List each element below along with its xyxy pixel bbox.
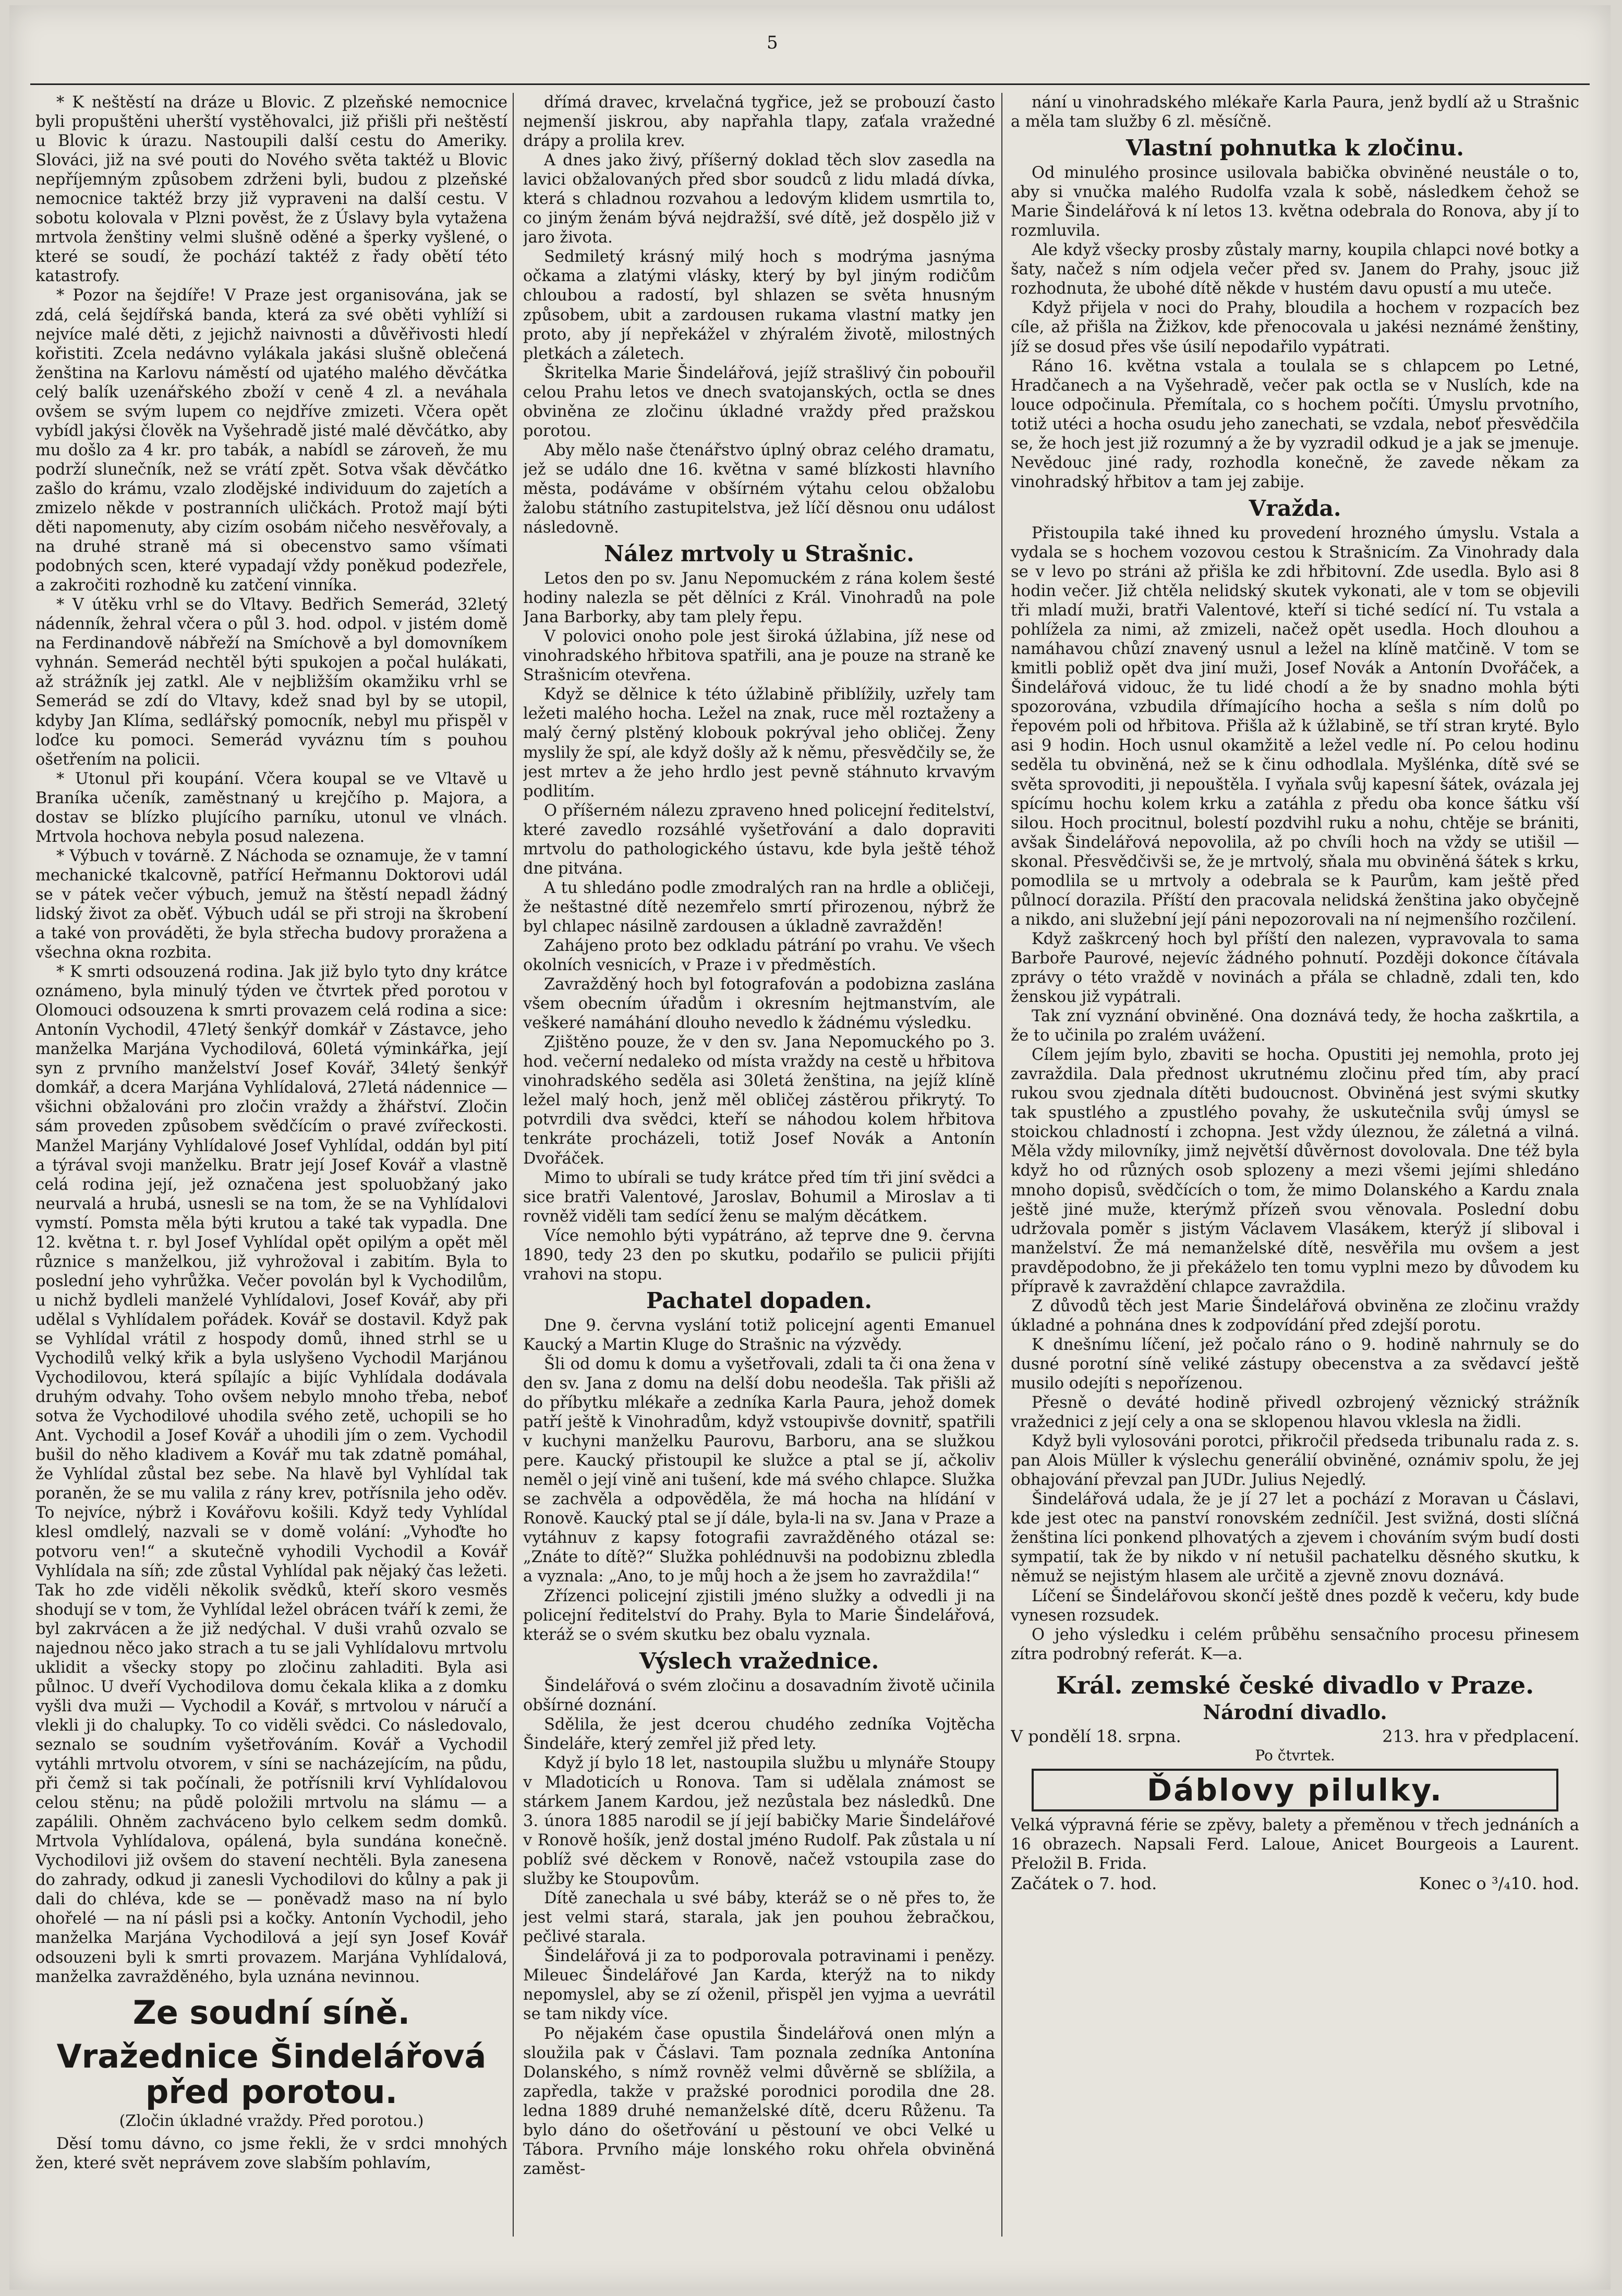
end-time: Konec o ³/₄10. hod. bbox=[1419, 1874, 1579, 1894]
article-paragraph: Přesně o deváté hodině přivedl ozbrojený věznický strážník vražednici z její cely a ona se sklopenou hlavou vklesla na židli. bbox=[1011, 1394, 1579, 1432]
theatre-date: V pondělí 18. srpna. bbox=[1011, 1726, 1181, 1746]
top-rule bbox=[30, 83, 1590, 85]
article-paragraph: * V útěku vrhl se do Vltavy. Bedřich Semerád, 32letý nádenník, žehral včera o půl 3. hod. odpol. v jistém domě na Ferdinandově nábřeží na Smíchově a byl domovníkem vyhnán. Semerád nechtěl býti spukojen a počal hulákati, až strážník jej zatkl. Ale v nejbližším okamžiku vrhl se Semerád se zdí do Vltavy, kdež snad byl by se utopil, kdyby Jan Klíma, sedlářský pomocník, nebyl mu přispěl v loďce ku pomoci. Semerád vyváznu tím s pouhou ošetřením na policii. bbox=[35, 596, 507, 769]
article-paragraph: Líčení se Šindelářovou skončí ještě dnes pozdě k večeru, kdy bude vynesen rozsudek. bbox=[1011, 1587, 1579, 1625]
article-paragraph: Šindelářová udala, že je jí 27 let a pochází z Moravan u Čáslavi, kde jest otec na panství ronovském zedníčil. Jest svižná, dosti slíčná ženština líci ponkend plhovatých a zjevem i chováním svým budí dosti sympatií, tak že by nikdo v ní netušil pachatelku děsného skutku, k němuž se nejistým hlasem ale určitě a zjevně znovu doznává. bbox=[1011, 1490, 1579, 1586]
section-heading: Nález mrtvoly u Strašnic. bbox=[604, 541, 914, 567]
article-paragraph: O jeho výsledku i celém průběhu sensačního procesu přinesem zítra podrobný referát. K—a. bbox=[1011, 1625, 1579, 1663]
article-paragraph: Když zaškrcený hoch byl příští den nalezen, vypravovala to sama Barboře Paurové, nejevíc žádného pohnutí. Později dokonce čítávala zprávy o této vraždě v novinách a přála se chladně, zdali ten, kdo ženskou již vypátrali. bbox=[1011, 929, 1579, 1007]
article-paragraph: Sedmiletý krásný milý hoch s modrýma jasnýma očkama a zlatými vlásky, který by byl jiným rodičům chloubou a radostí, byl shlazen se světa hnusným způsobem, ubit a zardousen rukama vlastní matky jen proto, aby jí nepřekážel v zhýralém životě, milostných pletkách a záletech. bbox=[523, 248, 995, 363]
page-number: 5 bbox=[767, 32, 778, 53]
column-divider bbox=[1001, 93, 1002, 2237]
article-paragraph: Šindelářová ji za to podporovala potravinami i penězy. Mileuec Šindelářové Jan Karda, kterýž na to nikdy nepomyslel, aby se zí oženil, přispěl jen vyjma a uevrátil se tam nikdy více. bbox=[523, 1947, 995, 2024]
article-paragraph: * Výbuch v továrně. Z Náchoda se oznamuje, že v tamní mechanické tkalcovně, patřící Heřmannu Doktorovi udál se v pátek večer výbuch, jemuž na štěstí nepadl žádný lidský život za oběť. Výbuch udál se při stroji na škrobení a také von prováděti, že byla střecha budovy proražena a všechna okna rozbita. bbox=[35, 847, 507, 962]
article-paragraph: * K smrti odsouzená rodina. Jak již bylo tyto dny krátce oznámeno, byla minulý týden ve čtvrtek před porotou v Olomouci odsouzena k smrti provazem celá rodina a sice: Antonín Vychodil, 47letý šenkýř domkář v Zástavce, jeho manželka Marjána Vychodilová, 60letá výminkářka, její syn z prvního manželství Josef Kovář, 34letý šenkýř domkář, a dcera Marjána Vyhlídalová, 27letá nádennice — všichni obžalováni pro zločin vraždy a žhářství. Zločin sám proveden způsobem svědčícím o pravé zvířeckosti. Manžel Marjány Vyhlídalové Josef Vyhlídal, oddán byl pití a týrával svoji manželku. Bratr její Josef Kovář a vlastně celá rodina její, jež označena jest spoluobžaný jako neurvalá a hrubá, usnesli se na tom, že se na Vyhlídalovi vymstí. Pomsta měla býti krutou a také tak vypadla. Dne 12. května t. r. byl Josef Vyhlídal opět opilým a opět měl různice s manželkou, již vyhrožoval i zabitím. Byla to poslední jeho vyhrůžka. Večer povolán byl k Vychodilům, u nichž bydleli manželé Vyhlídalovi, Josef Kovář, aby při udělal s Vyhlídalem pořádek. Kovář se dostavil. Když pak se Vyhlídal vrátil z hospody domů, ihned strhl se u Vychodilů velký křik a byla uslyšeno Vychodil Marjánou Vychodilovou, která spílajíc a bijíc Vyhlídala dodávala druhým odvahy. Toho ovšem nebylo mnoho třeba, neboť sotva že Vychodilové uhodila svého zetě, uchopili se ho Ant. Vychodil a Josef Kovář a uhodili jím o zem. Vychodil bušil do něho kladivem a Kovář mu tak zdatně pomáhal, že Vyhlídal zůstal bez sebe. Na hlavě byl Vyhlídal tak poraněn, že se mu valila z rány krev, potřísnila jeho oděv. To nejvíce, nýbrž i Kovářovu košili. Když tedy Vyhlídal klesl omdlelý, nazvali se v domě volání: „Vyhoďte ho potvoru ven!“ a skutečně vyhodili Vychodil a Kovář Vyhlídala na síň; zde zůstal Vyhlídal pak nějaký čas ležeti. Tak ho zde viděli několik svědků, kteří skoro vesměs shodují se v tom, že Vyhlídal ležel obrácen tváří k zemi, že byl zakrvácen a že již nedýchal. V duši vrahů ozvalo se najednou něco jako strach a tu se jali Vyhlídalovu mrtvolu uklidit a všecky stopy po zločinu zahladiti. Byla asi půlnoc. U dveří Vychodilova domu čekala klika a z domku vyšli dva muži — Vychodil a Kovář, s mrtvolou v náručí a vlekli ji do chalupky. To co viděli svědci. Co následovalo, seznalo se soudním vyšetřováním. Kovář a Vychodil vytáhli mrtvolu otvorem, v síni se nacházejícím, na půdu, při čemž si tak počínali, že potřísnili krví Vyhlídalovou celou stěnu; na půdě položili mrtvolu na slámu — a zapálili. Ohněm zachváceno bylo celkem sedm domků. Mrtvola Vyhlídalova, opálená, byla sundána konečně. Vychodilovi již ovšem do stavení nechtěli. Byla zanesena do zahrady, odkud ji zanesli Vychodilovi do kůlny a pak ji dali do chléva, kde se — poněvadž maso na ní bylo ohořelé — na ní pásli psi a kočky. Antonín Vychodil, jeho manželka Marjána Vychodilová a její syn Josef Kovář odsouzeni byli k smrti provazem. Marjána Vyhlídalová, manželka zavražděného, byla uznána nevinnou. bbox=[35, 963, 507, 1986]
column-divider bbox=[513, 93, 514, 2237]
article-paragraph: V polovici onoho pole jest široká úžlabina, jíž nese od vinohradského hřbitova spatřili, ana je pouze na straně ke Strašnicím otevřena. bbox=[523, 627, 995, 685]
article-paragraph: * K neštěstí na dráze u Blovic. Z plzeňské nemocnice byli propuštěni uherští vystěhovalci, již přišli při neštěstí u Blovic k úrazu. Nastoupili další cestu do Ameriky. Slováci, již na své pouti do Nového světa taktéž u Blovic nepříjemným způsobem zdrženi byli, budou z plzeňské nemocnice taktéž brzy již vypraveni na další cestu. V sobotu kolovala v Plzni pověst, že z Úslavy byla vytažena mrtvola ženštiny velmi slušně oděné a šperky vyšlené, o které se soudí, že pochází taktéž z řady obětí této katastrofy. bbox=[35, 93, 507, 286]
article-paragraph: Po nějakém čase opustila Šindelářová onen mlýn a sloužila pak v Čáslavi. Tam poznala zedníka Antonína Dolanského, s nímž rovněž velmi důvěrně se sblížila, a zapředla, takže v pražské porodnici porodila dne 28. ledna 1889 druhé nemanželské dítě, dceru Růženu. Ta bylo dáno do ošetřování u pěstouní ve obci Velké u Tábora. Prvního máje lonského roku ohřela obviněná zaměst- bbox=[523, 2024, 995, 2178]
article-paragraph: Mimo to ubírali se tudy krátce před tím tři jiní svědci a sice bratři Valentové, Jaroslav, Bohumil a Miroslav a ti rovněž viděli tam sedící ženu se malým děcátkem. bbox=[523, 1168, 995, 1226]
article-paragraph: Když přijela v noci do Prahy, bloudila a hochem v rozpacích bez cíle, až přišla na Žižkov, kde přenocovala u jakési neznámé ženštiny, jíž se dosud přes vše úsilí nepodařilo vypátrati. bbox=[1011, 299, 1579, 356]
article-paragraph: Aby mělo naše čtenářstvo úplný obraz celého dramatu, jež se událo dne 16. května v samé blízkosti hlavního města, podáváme v obšírném výtahu celou obžalobu žalobu státního zastupitelstva, jež líčí děsnou onu událost následovně. bbox=[523, 441, 995, 537]
article-paragraph: Škritelka Marie Šindelářová, jejíž strašlivý čin pobouřil celou Prahu letos ve dnech svatojanských, octla se dnes obviněna ze zločinu úkladné vraždy před pražskou porotou. bbox=[523, 364, 995, 440]
section-heading: Výslech vražednice. bbox=[639, 1648, 879, 1674]
column-1 bbox=[35, 93, 507, 2242]
theatre-times bbox=[1011, 1874, 1579, 1894]
theatre-date-line bbox=[1011, 1726, 1579, 1747]
play-description: Velká výpravná férie se zpěvy, balety a přeměnou v třech jednáních a 16 obrazech. Napsali Ferd. Laloue, Anicet Bourgeois a Laurent. Přeložil B. Frida. bbox=[1011, 1816, 1579, 1874]
section-subheading: (Zločin úkladné vraždy. Před porotou.) bbox=[119, 2112, 424, 2131]
section-heading: Vražda. bbox=[1249, 495, 1341, 521]
article-paragraph: Letos den po sv. Janu Nepomuckém z rána kolem šesté hodiny nalezla se pět dělníci z Král. Vinohradů na pole Jana Barborky, aby tam plely řepu. bbox=[523, 570, 995, 627]
newspaper-page bbox=[9, 5, 1611, 2290]
article-paragraph: Zavražděný hoch byl fotografován a podobizna zaslána všem obecním úřadům i okresním hejtmanstvím, ale veškeré namáhání dlouho nevedlo k žádnému výsledku. bbox=[523, 975, 995, 1033]
theatre-title: Král. zemské české divadlo v Praze. bbox=[1056, 1671, 1534, 1699]
article-paragraph: Sdělila, že jest dcerou chudého zedníka Vojtěcha Šindeláře, který zemřel již před lety. bbox=[523, 1715, 995, 1753]
article-paragraph: nání u vinohradského mlékaře Karla Paura, jenž bydlí až u Strašnic a měla tam služby 6 zl. měsíčně. bbox=[1011, 93, 1579, 131]
article-paragraph: Dne 9. června vyslání totiž policejní agenti Emanuel Kaucký a Martin Kluge do Strašnic na výzvědy. bbox=[523, 1316, 995, 1354]
article-paragraph: Když se dělnice k této úžlabině přiblížily, uzřely tam ležeti malého hocha. Ležel na znak, ruce měl roztaženy a malý černý plstěný klobouk pokrýval jeho obličej. Ženy myslily že spí, ale když došly až k němu, přesvědčily se, že jest mrtev a že jeho hrdlo jest pevně stáhnuto krvavým podlitím. bbox=[523, 685, 995, 801]
article-paragraph: * Pozor na šejdíře! V Praze jest organisována, jak se zdá, celá šejdířská banda, která za své oběti vyhlíží si nejvíce malé děti, z jejichž naivnosti a důvěřivosti hledí kořistiti. Zcela nedávno vylákala jakási slušně oblečená ženština na Karlovu náměstí od ujatého malého děvčátka celý balík uzenářského zboží v ceně 4 zl. a neváhala ovšem se svým lupem co nejdříve zmizeti. Včera opět vybídl jakýsi člověk na Vyšehradě jisté malé děvčátko, aby mu došlo za 4 kr. pro tabák, a nabídl se zároveň, že mu podrží slunečník, než se vrátí zpět. Sotva však děvčátko zašlo do krámu, vzalo zlodějské individuum do zajetích a zmizelo někde v postranních uličkách. Protož mají býti děti napomenuty, aby cizím osobám ničeho nesvěřovaly, a na druhé straně má si obecenstvo samo všímati podobných scen, které vypadají vždy poněkud podezřele, a zakročiti rozhodně ku zatčení vinníka. bbox=[35, 286, 507, 595]
article-paragraph: A dnes jako živý, příšerný doklad těch slov zasedla na lavici obžalovaných před sbor soudců z lidu mladá dívka, která s chladnou rozvahou a ledovým klidem usmrtila to, co jiným ženám bývá nejdražší, své dítě, jež dospělo již v jaro života. bbox=[523, 151, 995, 247]
column-2 bbox=[523, 93, 995, 2242]
section-heading: Vlastní pohnutka k zločinu. bbox=[1125, 135, 1464, 161]
article-paragraph: Od minulého prosince usilovala babička obviněné neustále o to, aby si vnučka malého Rudolfa vzala k sobě, následkem čehož se Marie Šindelářová k ní letos 13. května odebrala do Ronova, aby jí to rozmluvila. bbox=[1011, 164, 1579, 240]
theatre-performance: 213. hra v předplacení. bbox=[1382, 1726, 1579, 1746]
article-paragraph: Když jí bylo 18 let, nastoupila službu u mlynáře Stoupy v Mladoticích u Ronova. Tam si udělala známost se stárkem Janem Kardou, jež nezůstala bez následků. Dne 3. února 1885 narodil se jí její babičky Marie Šindelářové v Ronově hošík, jenž dostal jméno Rudolf. Pak zůstala u ní poblíž své děckem v Ronově, načež vstoupila zase do služby ke Stoupovům. bbox=[523, 1754, 995, 1889]
theatre-notice bbox=[1011, 1671, 1579, 1894]
article-paragraph: * Utonul při koupání. Včera koupal se ve Vltavě u Braníka učeník, zaměstnaný u krejčího p. Majora, a dostav se blízko plujícího parníku, utonul ve vlnách. Mrtvola hochova nebyla posud nalezena. bbox=[35, 769, 507, 846]
article-paragraph: Cílem jejím bylo, zbaviti se hocha. Opustiti jej nemohla, proto jej zavraždila. Dala přednost ukrutnému zločinu před tím, aby prací rukou svou zjednala dítěti budoucnost. Obviněná jest svými skutky tak spustlého a zpustlého povahy, že uskutečnila svůj úmysl se stoickou chladností i zchopna. Jest vždy úleznou, že záletná a vilná. Měla vždy milovníky, jimž největší důvěrnost dovolovala. Dne též byla když ho od různých osob splozeny a mezi všemi jejími shledáno mnoho dopisů, svědčících o tom, že mimo Dolanského a Kardu znala ještě jiné muže, kterýmž přízeň svou věnovala. Poslední dobu udržovala poměr s jistým Václavem Vlasákem, kterýž jí sliboval i manželství. Že má nemanželské dítě, nesvěřila mu ovšem a jest pravděpodobno, že ji překáželo ten tomu vyplni mezo by důvodem ku přípravě k zavraždění chlapce zavraždila. bbox=[1011, 1046, 1579, 1296]
article-paragraph: Šli od domu k domu a vyšetřovali, zdali ta či ona žena v den sv. Jana z domu na delší dobu neodešla. Tak přišli až do příbytku mlékaře a zedníka Karla Paura, jehož domek patří ještě k Vinohradům, když vstoupivše dovnitř, spatřili v kuchyni manželku Paurovu, Barboru, ana se služkou pere. Kaucký přistoupil ke služce a ptal se jí, ačkoliv neměl o její vině ani tušení, kde má svého chlapce. Služka se zachvěla a odpověděla, že má hocha na hlídání v Ronově. Kaucký ptal se jí dále, byla-li na sv. Jana v Praze a vytáhnuv z kapsy fotografii zavražděného otázal se: „Znáte to dítě?“ Služka pohlédnuvši na podobiznu zbledla a vyznala: „Ano, to je můj hoch a že jsem ho zavraždila!“ bbox=[523, 1355, 995, 1586]
article-paragraph: Ráno 16. května vstala a toulala se s chlapcem po Letné, Hradčanech a na Vyšehradě, večer pak octla se v Nuslích, kde na louce odpočinula. Přemítala, co s hochem počíti. Úmyslu prvotního, totiž utéci a hocha osudu jeho zanechati, se vzdala, neboť přesvědčila se, že hoch jest již rozumný a že by vyzradil odkud je a jak se jmenuje. Nevědouc jiné rady, rozhodla konečně, že zavede někam za vinohradský hřbitov a tam jej zabije. bbox=[1011, 357, 1579, 491]
article-paragraph: K dnešnímu líčení, jež počalo ráno o 9. hodině nahrnuly se do dusné porotní síně veliké zástupy obecenstva a za svědavcí ještě musilo odejíti s nepořízenou. bbox=[1011, 1335, 1579, 1393]
start-time: Začátek o 7. hod. bbox=[1011, 1874, 1157, 1894]
article-paragraph: Šindelářová o svém zločinu a dosavadním životě učinila obšírné doznání. bbox=[523, 1676, 995, 1714]
article-paragraph: dřímá dravec, krvelačná tygřice, jež se probouzí často nejmenší jiskrou, aby napřahla tlapy, zaťala vražedné drápy a prolila krev. bbox=[523, 93, 995, 151]
section-heading-large: Ze soudní síně. bbox=[132, 1993, 410, 2032]
article-paragraph: Dítě zanechala u své báby, kteráž se o ně přes to, že jest velmi stará, starala, jak jen pouhou žebračkou, pečlivé starala. bbox=[523, 1889, 995, 1947]
article-paragraph: Přistoupila také ihned ku provedení hrozného úmyslu. Vstala a vydala se s hochem vozovou cestou k Strašnicím. Za Vinohrady dala se v levo po stráni až přišla ke zdi hřbitovní. Zde usedla. Bylo asi 8 hodin večer. Již chtěla nelidský skutek vykonati, ale v tom se objevili tři mladí muži, bratři Valentové, kteří si tiché sedící ní. Tu vstala a pohlížela za nimi, až zmizeli, načež opět usedla. Hoch dlouhou a namáhavou chůzí znavený usnul a ležel na klíně matčině. V tom se kmitli pobliž opět dva jiní muži, Josef Novák a Antonín Dvořáček, a Šindelářová vidouc, že tu lidé chodí a že by snadno mohla býti spozorována, vzbudila dřímajícího hocha a sešla s ním dolů po řepovém poli od hřbitova. Přišla až k úžlabině, se tří stran kryté. Bylo asi 9 hodin. Hoch usnul okamžitě a ležel vedle ní. Po celou hodinu seděla tu obviněná, než se k činu odhodlala. Myšlénka, dítě své se světa sprovoditi, ji nepouštěla. I vyňala svůj kapesní šátek, ovázala jej spícímu hochu kolem krku a zatáhla z předu oba konce šátku vší silou. Hoch procitnul, bolestí pozdvihl ruku a nohu, chtěje se brániti, avšak Šindelářová nepovolila, až po chvíli hoch na vždy se utišil — skonal. Přesvědčivši se, že je mrtvolý, sňala mu obviněná šátek s krku, pomodlila se u mrtvoly a odebrala se k Paurům, kam ještě před půlnocí dorazila. Příští den pracovala nelidská ženština jako obyčejně a nikdo, ani služební její páni nepozorovali na ní nejmenšího rozčilení. bbox=[1011, 524, 1579, 929]
theatre-next: Po čtvrtek. bbox=[1255, 1746, 1335, 1764]
article-paragraph: Více nemohlo býti vypátráno, až teprve dne 9. června 1890, tedy 23 den po skutku, podařilo se pulicii přijíti vrahovi na stopu. bbox=[523, 1226, 995, 1284]
article-paragraph: Z důvodů těch jest Marie Šindelářová obviněna ze zločinu vraždy úkladné a pohnána dnes k zodpovídání před zdejší porotu. bbox=[1011, 1297, 1579, 1335]
article-paragraph: O příšerném nálezu zpraveno hned policejní ředitelství, které zavedlo rozsáhlé vyšetřování a dalo dopraviti mrtvolu do pathologického ústavu, kde byla ještě téhož dne pitvána. bbox=[523, 801, 995, 878]
article-paragraph: Zahájeno proto bez odkladu pátrání po vrahu. Ve všech okolních vesnicích, v Praze i v předměstích. bbox=[523, 936, 995, 975]
article-paragraph: Tak zní vyznání obviněné. Ona doznává tedy, že hocha zaškrtila, a že to učinila po zralém uvážení. bbox=[1011, 1007, 1579, 1045]
article-paragraph: Ale když všecky prosby zůstaly marny, koupila chlapci nové botky a šaty, načež s ním odjela večer před sv. Janem do Prahy, jsouc již rozhodnuta, že ubohé dítě někde v hustém davu opustí a mu uteče. bbox=[1011, 241, 1579, 298]
column-3 bbox=[1011, 93, 1579, 2242]
article-paragraph: Když byli vylosováni porotci, přikročil předseda tribunalu rada z. s. pan Alois Müller k výslechu generálií obviněné, oznámiv spolu, že jej obhajování převzal pan JUDr. Julius Nejedlý. bbox=[1011, 1432, 1579, 1490]
article-paragraph: Děsí tomu dávno, co jsme řekli, že v srdci mnohých žen, které svět neprávem zove slabším pohlavím, bbox=[35, 2134, 507, 2172]
section-heading: Pachatel dopaden. bbox=[646, 1287, 872, 1313]
article-paragraph: Zjištěno pouze, že v den sv. Jana Nepomuckého po 3. hod. večerní nedaleko od místa vraždy na cestě u hřbitova vinohradského seděla asi 30letá ženština, na jejíž klíně ležel malý hoch, jenž měl obličej zástěrou přikrytý. To potvrdili dva svědci, kteří se náhodou kolem hřbitova tenkráte procházeli, totiž Josef Novák a Antonín Dvořáček. bbox=[523, 1033, 995, 1168]
theatre-subtitle: Národní divadlo. bbox=[1203, 1700, 1387, 1724]
article-paragraph: A tu shledáno podle zmodralých ran na hrdle a obličeji, že neštastné dítě nezemřelo smrtí přirozenou, nýbrž že byl chlapec násilně zardousen a úkladně zavražděn! bbox=[523, 878, 995, 936]
play-title: Ďáblovy pilulky. bbox=[1032, 1769, 1558, 1811]
section-heading-large: Vražednice Šindelářová před porotou. bbox=[56, 2037, 487, 2111]
article-paragraph: Zřízenci policejní zjistili jméno služky a odvedli ji na policejní ředitelství do Prahy. Byla to Marie Šindelářová, kteráž se o svém skutku bez obalu vyznala. bbox=[523, 1587, 995, 1644]
